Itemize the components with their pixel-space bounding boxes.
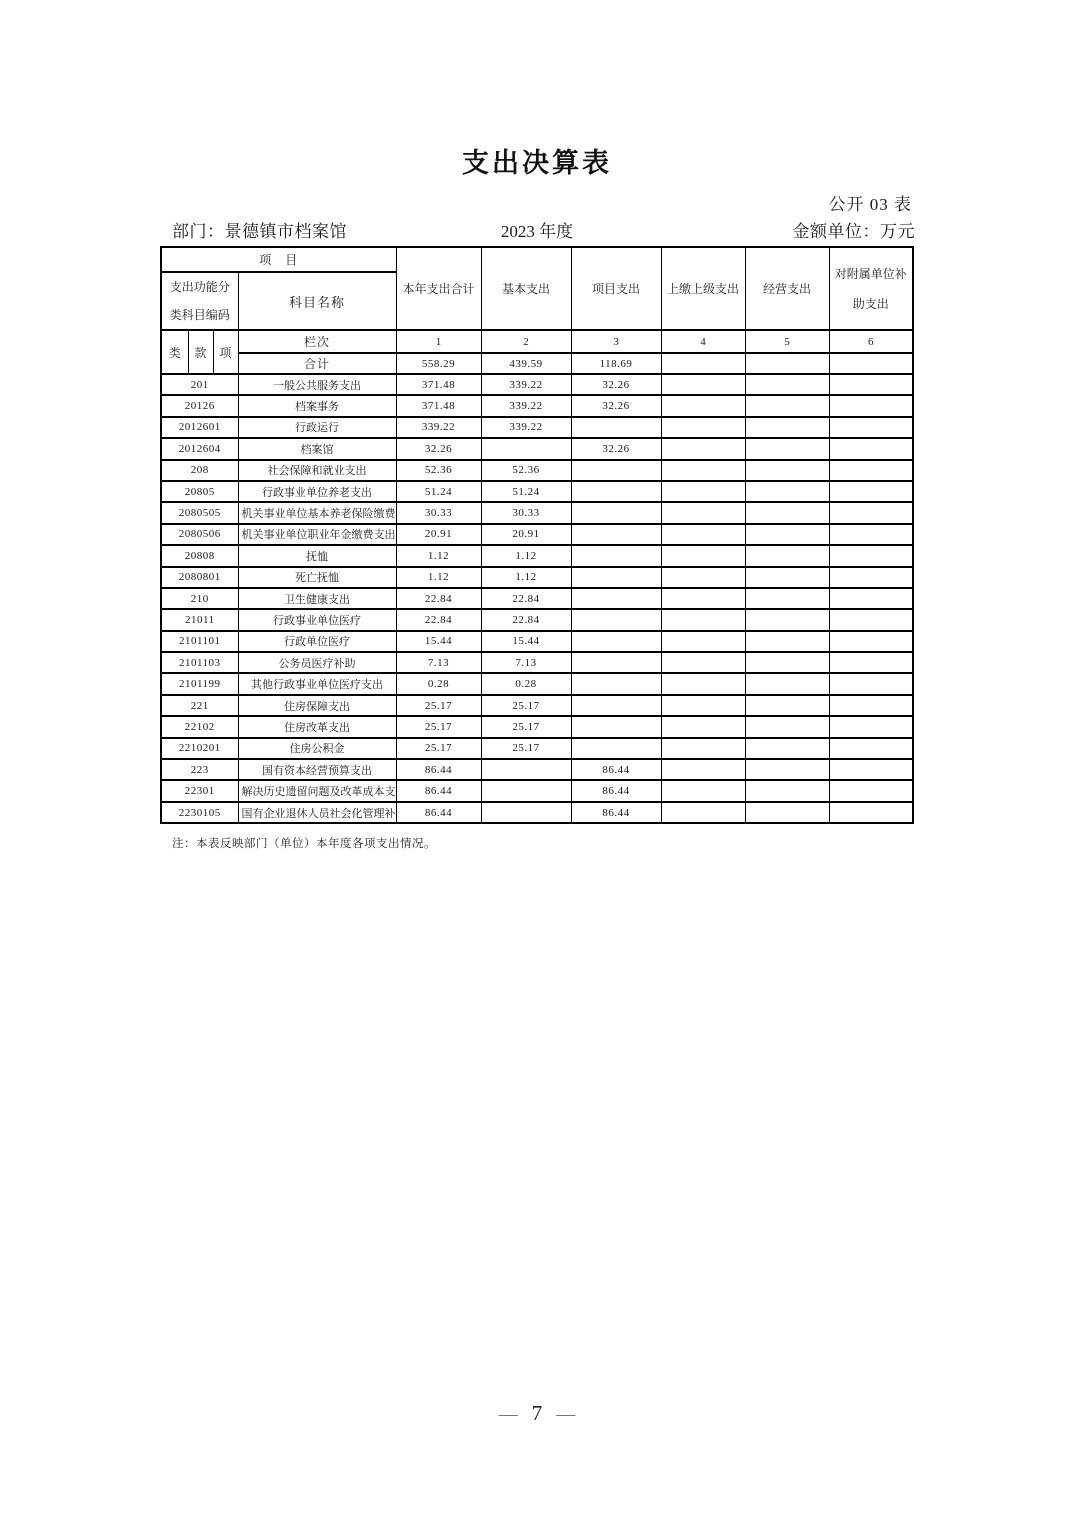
- table-row: [161, 631, 913, 652]
- table-row: [161, 609, 913, 630]
- subject-name-header: 科目名称: [238, 272, 396, 330]
- row-code: 2080801: [161, 567, 238, 588]
- row-name: 公务员医疗补助: [238, 652, 396, 673]
- row-value: [481, 759, 571, 780]
- row-value: 7.13: [481, 652, 571, 673]
- total-value: 558.29: [396, 353, 481, 374]
- row-name: 档案馆: [238, 438, 396, 459]
- table-note: 注：本表反映部门（单位）本年度各项支出情况。: [172, 838, 436, 851]
- item-col-header: 项: [213, 330, 238, 374]
- row-value: 22.84: [481, 588, 571, 609]
- row-value: [829, 609, 913, 630]
- row-value: 371.48: [396, 374, 481, 395]
- row-value: [829, 631, 913, 652]
- row-value: 20.91: [481, 524, 571, 545]
- row-name: 行政单位医疗: [238, 631, 396, 652]
- row-value: [571, 417, 661, 438]
- row-value: [661, 631, 745, 652]
- row-code: 2080505: [161, 502, 238, 523]
- row-value: [829, 780, 913, 801]
- row-value: 1.12: [396, 567, 481, 588]
- column-number: 3: [571, 330, 661, 353]
- row-value: [661, 759, 745, 780]
- row-value: [661, 609, 745, 630]
- row-code: 2101199: [161, 673, 238, 694]
- row-value: [661, 567, 745, 588]
- row-value: 0.28: [396, 673, 481, 694]
- table-row: [161, 438, 913, 459]
- total-value: [829, 353, 913, 374]
- row-value: 1.12: [481, 545, 571, 566]
- row-value: [745, 524, 829, 545]
- row-value: [661, 716, 745, 737]
- row-name: 社会保障和就业支出: [238, 460, 396, 481]
- row-value: [829, 716, 913, 737]
- row-value: 371.48: [396, 395, 481, 416]
- row-value: [829, 417, 913, 438]
- table-row: [161, 395, 913, 416]
- row-value: [661, 652, 745, 673]
- table-row: [161, 738, 913, 759]
- table-row: [161, 417, 913, 438]
- row-value: [661, 460, 745, 481]
- row-value: [661, 417, 745, 438]
- rank-header: 栏次: [238, 330, 396, 353]
- row-value: [661, 481, 745, 502]
- table-row: [161, 780, 913, 801]
- row-value: [571, 716, 661, 737]
- row-code: 223: [161, 759, 238, 780]
- row-value: 86.44: [396, 759, 481, 780]
- row-value: [661, 802, 745, 823]
- unit-label: 金额单位：万元: [792, 222, 915, 241]
- table-row: [161, 502, 913, 523]
- total-value: [745, 353, 829, 374]
- row-value: [661, 738, 745, 759]
- row-value: [481, 780, 571, 801]
- row-value: [745, 502, 829, 523]
- row-value: [571, 524, 661, 545]
- total-label: 合计: [238, 353, 396, 374]
- total-value: 118.69: [571, 353, 661, 374]
- total-row: [161, 353, 913, 374]
- row-value: 25.17: [396, 738, 481, 759]
- row-name: 机关事业单位职业年金缴费支出: [238, 524, 396, 545]
- row-name: 住房改革支出: [238, 716, 396, 737]
- row-value: 25.17: [396, 716, 481, 737]
- row-value: [571, 738, 661, 759]
- expenditure-table: [160, 246, 914, 824]
- column-number: 6: [829, 330, 913, 353]
- table-row: [161, 759, 913, 780]
- year-label: 2023 年度: [500, 222, 574, 241]
- row-value: 52.36: [481, 460, 571, 481]
- row-value: [571, 545, 661, 566]
- row-code: 208: [161, 460, 238, 481]
- row-value: [571, 695, 661, 716]
- table-row: [161, 588, 913, 609]
- row-name: 其他行政事业单位医疗支出: [238, 673, 396, 694]
- column-number: 4: [661, 330, 745, 353]
- row-value: [745, 460, 829, 481]
- row-value: 86.44: [396, 802, 481, 823]
- page-number: 7: [531, 1401, 543, 1425]
- row-value: [745, 631, 829, 652]
- table-row: [161, 545, 913, 566]
- row-value: 30.33: [396, 502, 481, 523]
- row-value: 86.44: [571, 802, 661, 823]
- row-name: 国有企业退休人员社会化管理补: [238, 802, 396, 823]
- row-value: [829, 695, 913, 716]
- row-value: 25.17: [481, 695, 571, 716]
- row-name: 住房保障支出: [238, 695, 396, 716]
- row-value: [745, 545, 829, 566]
- table-row: [161, 673, 913, 694]
- section-col-header: 款: [188, 330, 213, 374]
- row-code: 2210201: [161, 738, 238, 759]
- row-value: [571, 588, 661, 609]
- row-value: [829, 673, 913, 694]
- row-code: 2230105: [161, 802, 238, 823]
- row-name: 国有资本经营预算支出: [238, 759, 396, 780]
- project-header: 项 目: [161, 247, 396, 272]
- row-value: [571, 502, 661, 523]
- row-name: 卫生健康支出: [238, 588, 396, 609]
- row-value: 339.22: [396, 417, 481, 438]
- row-value: 32.26: [571, 395, 661, 416]
- row-code: 2080506: [161, 524, 238, 545]
- row-value: [661, 673, 745, 694]
- amount-column-header: 上缴上级支出: [661, 247, 745, 330]
- row-value: 32.26: [396, 438, 481, 459]
- row-value: 51.24: [396, 481, 481, 502]
- row-value: [829, 395, 913, 416]
- table-row: [161, 695, 913, 716]
- row-value: [745, 567, 829, 588]
- column-number: 1: [396, 330, 481, 353]
- amount-column-header: 对附属单位补助支出: [829, 247, 913, 330]
- row-value: [481, 438, 571, 459]
- row-value: 22.84: [396, 588, 481, 609]
- row-value: [745, 481, 829, 502]
- row-value: [661, 695, 745, 716]
- row-value: [829, 481, 913, 502]
- row-value: [745, 716, 829, 737]
- row-value: [571, 460, 661, 481]
- row-name: 档案事务: [238, 395, 396, 416]
- row-value: [745, 588, 829, 609]
- row-value: 15.44: [481, 631, 571, 652]
- row-value: [829, 524, 913, 545]
- row-value: [829, 802, 913, 823]
- row-value: [829, 567, 913, 588]
- row-value: [661, 780, 745, 801]
- row-value: [829, 460, 913, 481]
- row-value: [661, 438, 745, 459]
- header-row-rank: [161, 330, 913, 353]
- header-row-project: [161, 247, 913, 272]
- table-row: [161, 460, 913, 481]
- row-value: 339.22: [481, 395, 571, 416]
- row-value: [661, 545, 745, 566]
- row-value: [745, 780, 829, 801]
- row-value: [571, 673, 661, 694]
- function-code-header: 支出功能分类科目编码: [161, 272, 238, 330]
- row-value: [745, 802, 829, 823]
- table-wrap: [160, 246, 914, 851]
- row-value: [661, 588, 745, 609]
- row-value: [829, 545, 913, 566]
- row-value: 15.44: [396, 631, 481, 652]
- row-value: [829, 374, 913, 395]
- row-name: 一般公共服务支出: [238, 374, 396, 395]
- table-row: [161, 716, 913, 737]
- column-number: 5: [745, 330, 829, 353]
- row-value: 339.22: [481, 374, 571, 395]
- row-value: 51.24: [481, 481, 571, 502]
- row-code: 20126: [161, 395, 238, 416]
- row-value: [661, 395, 745, 416]
- row-value: [829, 652, 913, 673]
- row-code: 2101103: [161, 652, 238, 673]
- row-value: 339.22: [481, 417, 571, 438]
- row-name: 住房公积金: [238, 738, 396, 759]
- amount-column-header: 经营支出: [745, 247, 829, 330]
- row-value: [571, 652, 661, 673]
- row-value: 0.28: [481, 673, 571, 694]
- column-number: 2: [481, 330, 571, 353]
- table-row: [161, 481, 913, 502]
- row-code: 221: [161, 695, 238, 716]
- row-value: [481, 802, 571, 823]
- row-value: 7.13: [396, 652, 481, 673]
- page-title: 支出决算表: [462, 148, 612, 178]
- row-code: 20808: [161, 545, 238, 566]
- row-code: 2101101: [161, 631, 238, 652]
- class-col-header: 类: [161, 330, 188, 374]
- table-row: [161, 802, 913, 823]
- row-value: [829, 438, 913, 459]
- page-footer: [0, 1401, 1074, 1426]
- row-code: 20805: [161, 481, 238, 502]
- row-value: 1.12: [396, 545, 481, 566]
- row-name: 解决历史遗留问题及改革成本支: [238, 780, 396, 801]
- row-value: [745, 374, 829, 395]
- row-value: 86.44: [571, 759, 661, 780]
- row-value: [745, 438, 829, 459]
- row-value: [745, 609, 829, 630]
- row-name: 行政事业单位医疗: [238, 609, 396, 630]
- row-code: 210: [161, 588, 238, 609]
- amount-column-header: 本年支出合计: [396, 247, 481, 330]
- total-value: [661, 353, 745, 374]
- table-row: [161, 652, 913, 673]
- row-value: [829, 738, 913, 759]
- amount-column-header: 项目支出: [571, 247, 661, 330]
- row-value: 32.26: [571, 438, 661, 459]
- row-value: 32.26: [571, 374, 661, 395]
- row-value: [571, 631, 661, 652]
- row-code: 22102: [161, 716, 238, 737]
- row-value: [661, 374, 745, 395]
- row-code: 2012604: [161, 438, 238, 459]
- row-value: [661, 502, 745, 523]
- row-value: [745, 695, 829, 716]
- table-row: [161, 567, 913, 588]
- table-row: [161, 524, 913, 545]
- total-value: 439.59: [481, 353, 571, 374]
- row-value: 1.12: [481, 567, 571, 588]
- row-value: [829, 588, 913, 609]
- public-table-label: 公开 03 表: [828, 195, 912, 214]
- row-value: [571, 481, 661, 502]
- row-value: 30.33: [481, 502, 571, 523]
- row-value: 25.17: [396, 695, 481, 716]
- row-code: 201: [161, 374, 238, 395]
- row-value: 20.91: [396, 524, 481, 545]
- row-value: [661, 524, 745, 545]
- row-value: [745, 652, 829, 673]
- meta-row: [0, 217, 1074, 239]
- row-value: 22.84: [481, 609, 571, 630]
- row-name: 机关事业单位基本养老保险缴费: [238, 502, 396, 523]
- row-value: [745, 759, 829, 780]
- row-code: 22301: [161, 780, 238, 801]
- row-value: [745, 395, 829, 416]
- row-name: 抚恤: [238, 545, 396, 566]
- row-value: [571, 609, 661, 630]
- row-value: 86.44: [571, 780, 661, 801]
- row-value: 25.17: [481, 716, 571, 737]
- row-value: 86.44: [396, 780, 481, 801]
- row-value: [745, 738, 829, 759]
- row-value: [829, 759, 913, 780]
- row-name: 行政事业单位养老支出: [238, 481, 396, 502]
- row-value: 52.36: [396, 460, 481, 481]
- footer-dash: —: [498, 1404, 518, 1425]
- row-value: 25.17: [481, 738, 571, 759]
- row-name: 死亡抚恤: [238, 567, 396, 588]
- row-name: 行政运行: [238, 417, 396, 438]
- table-body: [161, 374, 913, 823]
- row-value: 22.84: [396, 609, 481, 630]
- table-row: [161, 374, 913, 395]
- row-value: [745, 673, 829, 694]
- department-label: 部门：景德镇市档案馆: [172, 222, 347, 241]
- row-value: [745, 417, 829, 438]
- amount-column-header: 基本支出: [481, 247, 571, 330]
- row-code: 2012601: [161, 417, 238, 438]
- footer-dash: —: [556, 1404, 576, 1425]
- row-code: 21011: [161, 609, 238, 630]
- row-value: [829, 502, 913, 523]
- row-value: [571, 567, 661, 588]
